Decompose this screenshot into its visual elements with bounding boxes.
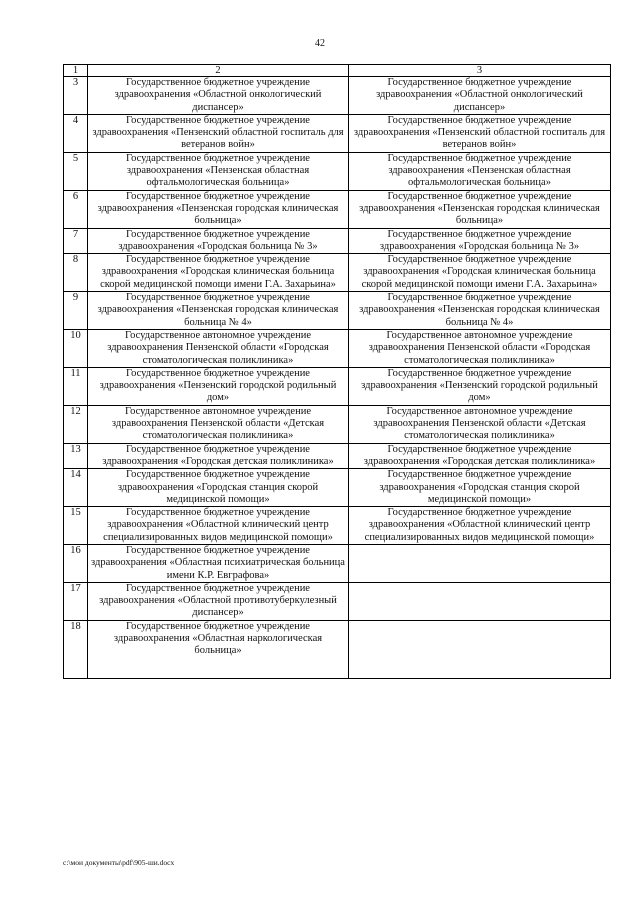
table-row [64, 152, 611, 190]
column-2-text: Государственное бюджетное учреждение здравоохранения «Областная психиатрическая больница имени К.Р. Евграфова» [88, 544, 349, 582]
row-number: 11 [64, 367, 88, 405]
page-number: 42 [315, 38, 325, 49]
column-3-text: Государственное автономное учреждение здравоохранения Пензенской области «Детская стоматологическая поликлиника» [349, 405, 611, 443]
header-col-3: 3 [349, 65, 611, 77]
column-2-text: Государственное автономное учреждение здравоохранения Пензенской области «Детская стоматологическая поликлиника» [88, 405, 349, 443]
table-row [64, 443, 611, 469]
row-number: 16 [64, 544, 88, 582]
table-row [64, 329, 611, 367]
table-row [64, 620, 611, 678]
header-col-1: 1 [64, 65, 88, 77]
table-row [64, 292, 611, 330]
table-row [64, 507, 611, 545]
institutions-table [63, 64, 611, 679]
row-number: 17 [64, 582, 88, 620]
column-3-text: Государственное бюджетное учреждение здравоохранения «Пензенская городская клиническая больница № 4» [349, 292, 611, 330]
table-row [64, 582, 611, 620]
column-2-text: Государственное бюджетное учреждение здравоохранения «Пензенская городская клиническая больница № 4» [88, 292, 349, 330]
column-3-text [349, 620, 611, 678]
row-number: 3 [64, 77, 88, 115]
column-2-text: Государственное бюджетное учреждение здравоохранения «Областной клинический центр специализированных видов медицинской помощи» [88, 507, 349, 545]
column-3-text: Государственное бюджетное учреждение здравоохранения «Областной клинический центр специализированных видов медицинской помощи» [349, 507, 611, 545]
row-number: 7 [64, 228, 88, 254]
table-row [64, 367, 611, 405]
table-row [64, 190, 611, 228]
column-3-text: Государственное бюджетное учреждение здравоохранения «Городская клиническая больница скорой медицинской помощи имени Г.А. Захарьина» [349, 254, 611, 292]
row-number: 10 [64, 329, 88, 367]
table-row [64, 254, 611, 292]
row-number: 8 [64, 254, 88, 292]
row-number: 6 [64, 190, 88, 228]
column-3-text: Государственное бюджетное учреждение здравоохранения «Пензенская областная офтальмологическая больница» [349, 152, 611, 190]
table-row [64, 405, 611, 443]
column-3-text: Государственное бюджетное учреждение здравоохранения «Городская детская поликлиника» [349, 443, 611, 469]
table-row [64, 228, 611, 254]
column-3-text: Государственное бюджетное учреждение здравоохранения «Городская больница № 3» [349, 228, 611, 254]
column-2-text: Государственное бюджетное учреждение здравоохранения «Городская больница № 3» [88, 228, 349, 254]
file-path-footer: c:\мои документы\pdf\905-ши.docx [63, 858, 175, 867]
table-row [64, 114, 611, 152]
column-3-text [349, 582, 611, 620]
table-row [64, 469, 611, 507]
column-2-text: Государственное бюджетное учреждение здравоохранения «Городская станция скорой медицинской помощи» [88, 469, 349, 507]
column-2-text: Государственное бюджетное учреждение здравоохранения «Пензенская городская клиническая больница» [88, 190, 349, 228]
table-row [64, 77, 611, 115]
column-2-text: Государственное бюджетное учреждение здравоохранения «Пензенская областная офтальмологическая больница» [88, 152, 349, 190]
column-2-text: Государственное бюджетное учреждение здравоохранения «Пензенский городской родильный дом» [88, 367, 349, 405]
column-3-text: Государственное бюджетное учреждение здравоохранения «Областной онкологический диспансер» [349, 77, 611, 115]
row-number: 4 [64, 114, 88, 152]
header-col-2: 2 [88, 65, 349, 77]
row-number: 12 [64, 405, 88, 443]
column-2-text: Государственное бюджетное учреждение здравоохранения «Областная наркологическая больница» [88, 620, 349, 678]
table-row [64, 544, 611, 582]
row-number: 15 [64, 507, 88, 545]
column-3-text: Государственное бюджетное учреждение здравоохранения «Пензенский городской родильный дом» [349, 367, 611, 405]
column-2-text: Государственное бюджетное учреждение здравоохранения «Областной противотуберкулезный диспансер» [88, 582, 349, 620]
column-2-text: Государственное бюджетное учреждение здравоохранения «Городская клиническая больница скорой медицинской помощи имени Г.А. Захарьина» [88, 254, 349, 292]
row-number: 14 [64, 469, 88, 507]
column-2-text: Государственное бюджетное учреждение здравоохранения «Городская детская поликлиника» [88, 443, 349, 469]
column-3-text: Государственное бюджетное учреждение здравоохранения «Пензенский областной госпиталь для ветеранов войн» [349, 114, 611, 152]
column-3-text: Государственное автономное учреждение здравоохранения Пензенской области «Городская стоматологическая поликлиника» [349, 329, 611, 367]
row-number: 18 [64, 620, 88, 678]
column-2-text: Государственное бюджетное учреждение здравоохранения «Областной онкологический диспансер» [88, 77, 349, 115]
column-3-text: Государственное бюджетное учреждение здравоохранения «Пензенская городская клиническая больница» [349, 190, 611, 228]
column-3-text: Государственное бюджетное учреждение здравоохранения «Городская станция скорой медицинской помощи» [349, 469, 611, 507]
row-number: 5 [64, 152, 88, 190]
row-number: 13 [64, 443, 88, 469]
row-number: 9 [64, 292, 88, 330]
column-2-text: Государственное бюджетное учреждение здравоохранения «Пензенский областной госпиталь для ветеранов войн» [88, 114, 349, 152]
column-3-text [349, 544, 611, 582]
table-header-row [64, 65, 611, 77]
column-2-text: Государственное автономное учреждение здравоохранения Пензенской области «Городская стоматологическая поликлиника» [88, 329, 349, 367]
